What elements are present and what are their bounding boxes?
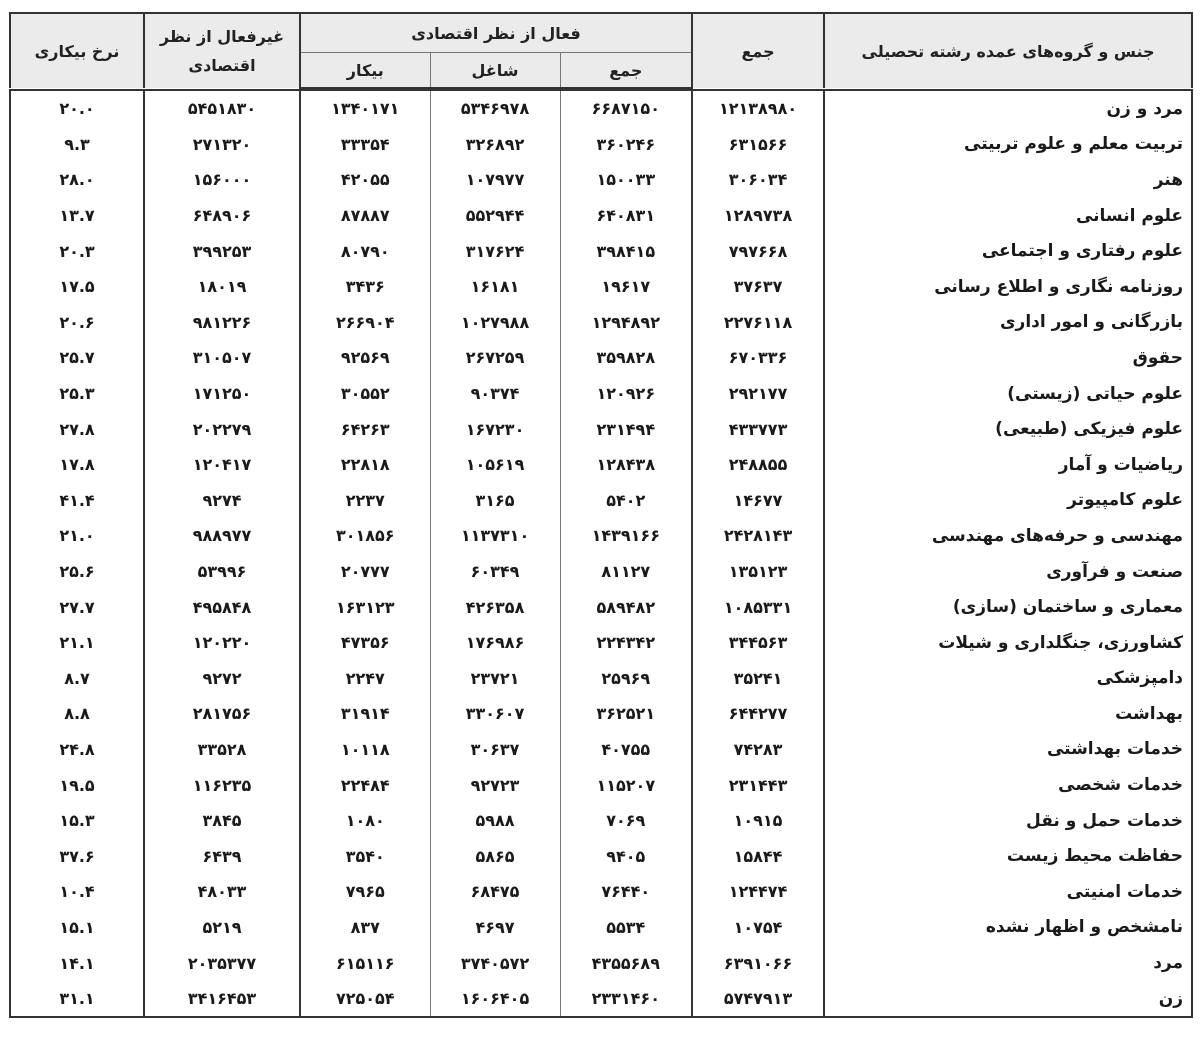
row-inactive: ۵۳۹۹۶	[144, 554, 300, 590]
row-total: ۷۹۷۶۶۸	[692, 233, 824, 269]
row-unemployed: ۳۰۱۸۵۶	[300, 518, 430, 554]
row-category: صنعت و فرآوری	[824, 554, 1192, 590]
row-active-total: ۱۴۳۹۱۶۶	[560, 518, 692, 554]
row-active-total: ۱۵۰۰۳۳	[560, 162, 692, 198]
row-unemployment-rate: ۱۵.۳	[10, 803, 144, 839]
table-row	[10, 90, 1192, 127]
row-unemployed: ۳۱۹۱۴	[300, 696, 430, 732]
row-inactive: ۳۸۴۵	[144, 803, 300, 839]
header-economically-inactive	[144, 13, 300, 88]
row-unemployment-rate: ۸.۸	[10, 696, 144, 732]
row-unemployed: ۷۹۶۵	[300, 874, 430, 910]
row-unemployment-rate: ۳۱.۱	[10, 981, 144, 1018]
row-employed: ۵۹۸۸	[430, 803, 560, 839]
table-row	[10, 732, 1192, 768]
table-row	[10, 483, 1192, 519]
row-active-total: ۷۶۴۴۰	[560, 874, 692, 910]
row-employed: ۲۳۷۲۱	[430, 661, 560, 697]
row-total: ۲۳۱۴۴۳	[692, 767, 824, 803]
row-employed: ۱۶۰۶۴۰۵	[430, 981, 560, 1018]
row-unemployment-rate: ۲۷.۸	[10, 411, 144, 447]
row-inactive: ۹۲۷۴	[144, 483, 300, 519]
row-employed: ۳۲۶۸۹۲	[430, 127, 560, 163]
row-unemployment-rate: ۱۹.۵	[10, 767, 144, 803]
row-unemployment-rate: ۱۴.۱	[10, 945, 144, 981]
row-category: مرد	[824, 945, 1192, 981]
row-category: علوم فیزیکی (طبیعی)	[824, 411, 1192, 447]
row-total: ۶۴۴۲۷۷	[692, 696, 824, 732]
row-unemployment-rate: ۹.۳	[10, 127, 144, 163]
row-unemployment-rate: ۲۰.۰	[10, 90, 144, 127]
row-unemployment-rate: ۲۰.۳	[10, 233, 144, 269]
row-total: ۲۹۲۱۷۷	[692, 376, 824, 412]
row-employed: ۶۸۴۷۵	[430, 874, 560, 910]
statistics-table-container	[9, 12, 1191, 1018]
header-category: جنس و گروه‌های عمده رشته تحصیلی	[824, 13, 1192, 88]
table-body	[10, 90, 1192, 1017]
table-row	[10, 767, 1192, 803]
table-row	[10, 233, 1192, 269]
row-inactive: ۲۰۳۵۳۷۷	[144, 945, 300, 981]
header-active-total: جمع	[560, 53, 692, 89]
row-active-total: ۵۸۹۴۸۲	[560, 589, 692, 625]
row-employed: ۳۱۷۶۲۴	[430, 233, 560, 269]
row-unemployment-rate: ۱۷.۵	[10, 269, 144, 305]
row-active-total: ۹۴۰۵	[560, 838, 692, 874]
row-unemployed: ۸۷۸۸۷	[300, 198, 430, 234]
header-unemployed: بیکار	[300, 53, 430, 89]
row-inactive: ۲۸۱۷۵۶	[144, 696, 300, 732]
row-unemployed: ۸۰۷۹۰	[300, 233, 430, 269]
row-total: ۳۵۲۴۱	[692, 661, 824, 697]
row-total: ۱۳۵۱۲۳	[692, 554, 824, 590]
row-active-total: ۲۲۴۳۴۲	[560, 625, 692, 661]
row-employed: ۵۵۲۹۴۴	[430, 198, 560, 234]
row-unemployed: ۳۰۵۵۲	[300, 376, 430, 412]
table-row	[10, 945, 1192, 981]
table-row	[10, 910, 1192, 946]
header-employed: شاغل	[430, 53, 560, 89]
table-row	[10, 162, 1192, 198]
row-total: ۵۷۴۷۹۱۳	[692, 981, 824, 1018]
row-total: ۲۲۷۶۱۱۸	[692, 305, 824, 341]
row-employed: ۳۰۶۳۷	[430, 732, 560, 768]
row-category: خدمات شخصی	[824, 767, 1192, 803]
row-unemployed: ۴۷۳۵۶	[300, 625, 430, 661]
row-active-total: ۶۶۸۷۱۵۰	[560, 90, 692, 127]
row-total: ۱۲۴۴۷۴	[692, 874, 824, 910]
row-unemployment-rate: ۴۱.۴	[10, 483, 144, 519]
row-employed: ۱۰۵۶۱۹	[430, 447, 560, 483]
row-unemployment-rate: ۲۵.۳	[10, 376, 144, 412]
row-category: علوم انسانی	[824, 198, 1192, 234]
table-row	[10, 874, 1192, 910]
row-inactive: ۱۱۶۲۳۵	[144, 767, 300, 803]
row-unemployed: ۲۰۷۷۷	[300, 554, 430, 590]
table-row	[10, 696, 1192, 732]
row-unemployed: ۴۲۰۵۵	[300, 162, 430, 198]
row-category: علوم حیاتی (زیستی)	[824, 376, 1192, 412]
row-total: ۴۳۳۷۷۳	[692, 411, 824, 447]
row-total: ۲۴۲۸۱۴۳	[692, 518, 824, 554]
table-row	[10, 127, 1192, 163]
row-unemployment-rate: ۱۳.۷	[10, 198, 144, 234]
row-active-total: ۴۰۷۵۵	[560, 732, 692, 768]
table-row	[10, 625, 1192, 661]
row-category: خدمات بهداشتی	[824, 732, 1192, 768]
row-inactive: ۹۸۸۹۷۷	[144, 518, 300, 554]
row-unemployed: ۲۶۶۹۰۴	[300, 305, 430, 341]
row-inactive: ۴۸۰۳۳	[144, 874, 300, 910]
row-inactive: ۲۷۱۳۲۰	[144, 127, 300, 163]
row-category: مرد و زن	[824, 90, 1192, 127]
row-category: مهندسی و حرفه‌های مهندسی	[824, 518, 1192, 554]
row-inactive: ۱۲۰۴۱۷	[144, 447, 300, 483]
table-row	[10, 411, 1192, 447]
row-unemployed: ۳۴۳۶	[300, 269, 430, 305]
row-unemployment-rate: ۸.۷	[10, 661, 144, 697]
row-inactive: ۱۵۶۰۰۰	[144, 162, 300, 198]
row-employed: ۱۷۶۹۸۶	[430, 625, 560, 661]
row-unemployment-rate: ۲۵.۷	[10, 340, 144, 376]
row-inactive: ۱۸۰۱۹	[144, 269, 300, 305]
row-employed: ۳۷۴۰۵۷۲	[430, 945, 560, 981]
row-unemployed: ۱۰۱۱۸	[300, 732, 430, 768]
row-employed: ۴۶۹۷	[430, 910, 560, 946]
row-employed: ۱۶۷۲۳۰	[430, 411, 560, 447]
row-unemployment-rate: ۱۵.۱	[10, 910, 144, 946]
row-inactive: ۱۲۰۲۲۰	[144, 625, 300, 661]
row-employed: ۳۳۰۶۰۷	[430, 696, 560, 732]
row-active-total: ۵۴۰۲	[560, 483, 692, 519]
row-inactive: ۵۴۵۱۸۳۰	[144, 90, 300, 127]
header-inactive-line2: اقتصادی	[188, 56, 256, 75]
row-unemployment-rate: ۲۸.۰	[10, 162, 144, 198]
row-total: ۱۰۸۵۳۳۱	[692, 589, 824, 625]
row-active-total: ۵۵۳۴	[560, 910, 692, 946]
table-row	[10, 269, 1192, 305]
row-unemployed: ۳۵۴۰	[300, 838, 430, 874]
row-unemployed: ۲۲۸۱۸	[300, 447, 430, 483]
row-unemployed: ۲۲۴۸۴	[300, 767, 430, 803]
row-category: حفاظت محیط زیست	[824, 838, 1192, 874]
row-total: ۱۵۸۴۴	[692, 838, 824, 874]
row-active-total: ۶۴۰۸۳۱	[560, 198, 692, 234]
row-total: ۱۲۱۳۸۹۸۰	[692, 90, 824, 127]
row-unemployed: ۸۳۷	[300, 910, 430, 946]
row-active-total: ۳۹۸۴۱۵	[560, 233, 692, 269]
row-unemployment-rate: ۲۷.۷	[10, 589, 144, 625]
row-active-total: ۷۰۶۹	[560, 803, 692, 839]
row-total: ۳۴۴۵۶۳	[692, 625, 824, 661]
row-active-total: ۳۵۹۸۲۸	[560, 340, 692, 376]
row-unemployed: ۷۲۵۰۵۴	[300, 981, 430, 1018]
row-unemployment-rate: ۲۱.۱	[10, 625, 144, 661]
row-inactive: ۱۷۱۲۵۰	[144, 376, 300, 412]
table-row	[10, 981, 1192, 1018]
education-employment-table	[9, 12, 1193, 1018]
row-inactive: ۲۰۲۲۷۹	[144, 411, 300, 447]
row-employed: ۱۱۳۷۳۱۰	[430, 518, 560, 554]
row-active-total: ۴۳۵۵۶۸۹	[560, 945, 692, 981]
row-total: ۱۰۹۱۵	[692, 803, 824, 839]
row-active-total: ۱۲۸۴۳۸	[560, 447, 692, 483]
row-category: علوم کامپیوتر	[824, 483, 1192, 519]
row-category: کشاورزی، جنگلداری و شیلات	[824, 625, 1192, 661]
row-active-total: ۳۶۲۵۲۱	[560, 696, 692, 732]
row-category: روزنامه نگاری و اطلاع رسانی	[824, 269, 1192, 305]
row-inactive: ۶۴۸۹۰۶	[144, 198, 300, 234]
row-unemployed: ۱۳۴۰۱۷۱	[300, 90, 430, 127]
row-unemployed: ۱۰۸۰	[300, 803, 430, 839]
row-active-total: ۱۲۹۴۸۹۲	[560, 305, 692, 341]
row-category: ریاضیات و آمار	[824, 447, 1192, 483]
row-category: خدمات امنیتی	[824, 874, 1192, 910]
row-category: بازرگانی و امور اداری	[824, 305, 1192, 341]
table-row	[10, 518, 1192, 554]
row-total: ۶۷۰۳۳۶	[692, 340, 824, 376]
row-unemployed: ۲۲۳۷	[300, 483, 430, 519]
row-employed: ۱۰۷۹۷۷	[430, 162, 560, 198]
row-employed: ۲۶۷۲۵۹	[430, 340, 560, 376]
row-inactive: ۴۹۵۸۴۸	[144, 589, 300, 625]
row-employed: ۶۰۳۴۹	[430, 554, 560, 590]
row-inactive: ۳۴۱۶۴۵۳	[144, 981, 300, 1018]
row-inactive: ۳۳۵۲۸	[144, 732, 300, 768]
row-total: ۳۰۶۰۳۴	[692, 162, 824, 198]
table-row	[10, 376, 1192, 412]
row-active-total: ۱۹۶۱۷	[560, 269, 692, 305]
row-total: ۶۳۱۵۶۶	[692, 127, 824, 163]
row-total: ۱۴۶۷۷	[692, 483, 824, 519]
row-active-total: ۸۱۱۲۷	[560, 554, 692, 590]
row-total: ۶۳۹۱۰۶۶	[692, 945, 824, 981]
table-row	[10, 803, 1192, 839]
table-row	[10, 447, 1192, 483]
row-active-total: ۱۲۰۹۲۶	[560, 376, 692, 412]
row-category: دامپزشکی	[824, 661, 1192, 697]
row-unemployed: ۳۳۳۵۴	[300, 127, 430, 163]
row-unemployed: ۶۱۵۱۱۶	[300, 945, 430, 981]
row-total: ۱۲۸۹۷۳۸	[692, 198, 824, 234]
row-employed: ۳۱۶۵	[430, 483, 560, 519]
row-total: ۷۴۲۸۳	[692, 732, 824, 768]
header-total: جمع	[692, 13, 824, 88]
row-unemployed: ۹۲۵۶۹	[300, 340, 430, 376]
table-row	[10, 554, 1192, 590]
row-inactive: ۳۹۹۲۵۳	[144, 233, 300, 269]
header-economically-active: فعال از نظر اقتصادی	[300, 13, 692, 53]
header-unemployment-rate: نرخ بیکاری	[10, 13, 144, 88]
row-category: علوم رفتاری و اجتماعی	[824, 233, 1192, 269]
row-unemployment-rate: ۱۷.۸	[10, 447, 144, 483]
row-category: معماری و ساختمان (سازی)	[824, 589, 1192, 625]
row-employed: ۵۳۴۶۹۷۸	[430, 90, 560, 127]
row-unemployed: ۲۲۴۷	[300, 661, 430, 697]
row-category: زن	[824, 981, 1192, 1018]
table-row	[10, 305, 1192, 341]
table-row	[10, 340, 1192, 376]
row-unemployment-rate: ۳۷.۶	[10, 838, 144, 874]
row-active-total: ۲۳۳۱۴۶۰	[560, 981, 692, 1018]
row-category: تربیت معلم و علوم تربیتی	[824, 127, 1192, 163]
row-active-total: ۱۱۵۲۰۷	[560, 767, 692, 803]
row-unemployed: ۶۴۲۶۳	[300, 411, 430, 447]
table-row	[10, 198, 1192, 234]
row-employed: ۹۲۷۲۳	[430, 767, 560, 803]
row-unemployment-rate: ۲۴.۸	[10, 732, 144, 768]
header-inactive-line1: غیرفعال از نظر	[159, 27, 285, 46]
table-row	[10, 589, 1192, 625]
row-active-total: ۳۶۰۲۴۶	[560, 127, 692, 163]
row-category: خدمات حمل و نقل	[824, 803, 1192, 839]
row-employed: ۵۸۶۵	[430, 838, 560, 874]
row-unemployment-rate: ۲۵.۶	[10, 554, 144, 590]
row-total: ۳۷۶۳۷	[692, 269, 824, 305]
row-unemployment-rate: ۲۱.۰	[10, 518, 144, 554]
row-inactive: ۵۲۱۹	[144, 910, 300, 946]
row-employed: ۹۰۳۷۴	[430, 376, 560, 412]
table-row	[10, 838, 1192, 874]
row-unemployment-rate: ۲۰.۶	[10, 305, 144, 341]
row-employed: ۴۲۶۳۵۸	[430, 589, 560, 625]
row-employed: ۱۰۲۷۹۸۸	[430, 305, 560, 341]
row-active-total: ۲۳۱۴۹۴	[560, 411, 692, 447]
table-row	[10, 661, 1192, 697]
row-inactive: ۶۴۳۹	[144, 838, 300, 874]
row-inactive: ۹۸۱۲۲۶	[144, 305, 300, 341]
row-category: بهداشت	[824, 696, 1192, 732]
row-category: هنر	[824, 162, 1192, 198]
row-unemployment-rate: ۱۰.۴	[10, 874, 144, 910]
row-category: نامشخص و اظهار نشده	[824, 910, 1192, 946]
row-employed: ۱۶۱۸۱	[430, 269, 560, 305]
row-inactive: ۳۱۰۵۰۷	[144, 340, 300, 376]
row-total: ۱۰۷۵۴	[692, 910, 824, 946]
row-active-total: ۲۵۹۶۹	[560, 661, 692, 697]
row-category: حقوق	[824, 340, 1192, 376]
row-inactive: ۹۲۷۲	[144, 661, 300, 697]
row-unemployed: ۱۶۳۱۲۳	[300, 589, 430, 625]
row-total: ۲۴۸۸۵۵	[692, 447, 824, 483]
